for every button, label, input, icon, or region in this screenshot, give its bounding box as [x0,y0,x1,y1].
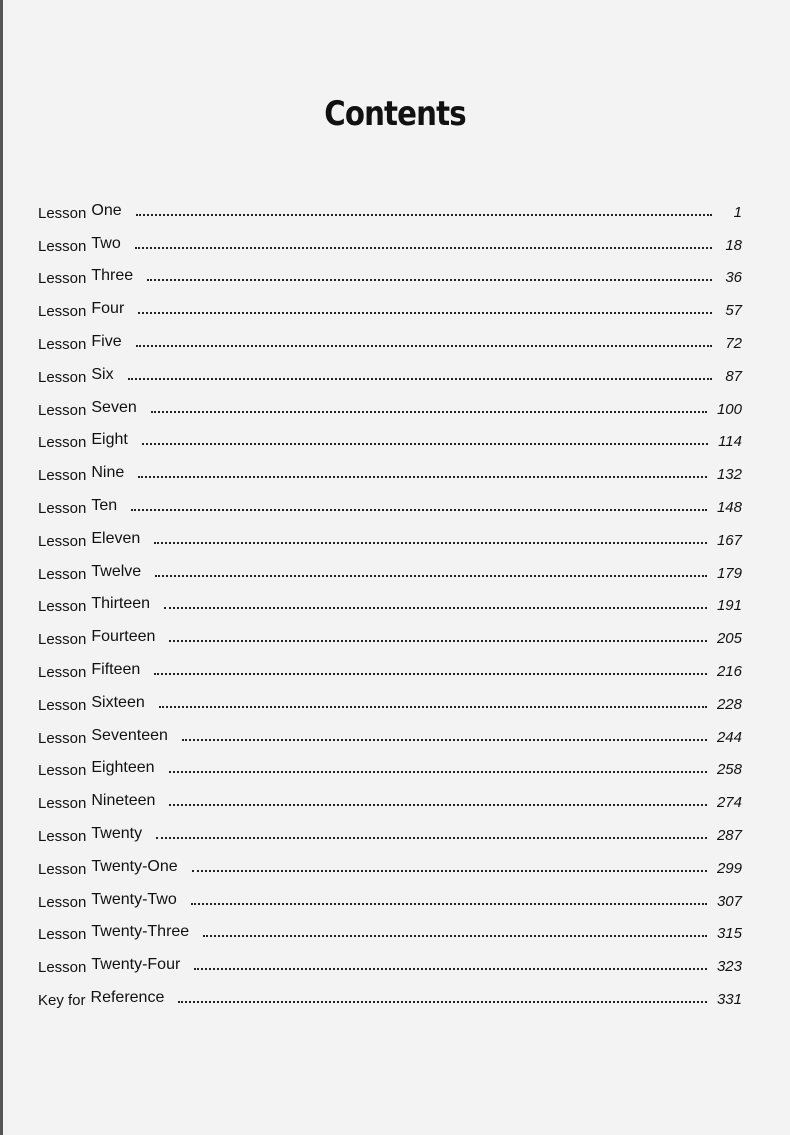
toc-entry-prefix: Lesson [38,663,87,681]
toc-dot-leader [151,411,707,413]
toc-page-number: 244 [716,728,742,746]
toc-page-number: 132 [716,466,742,484]
toc-entry-prefix: Lesson [38,893,87,911]
toc-entry-prefix: Lesson [38,532,87,550]
toc-entry[interactable] [38,749,742,782]
toc-page-number: 114 [718,433,742,451]
toc-entry-label [38,792,156,814]
toc-dot-leader [194,968,707,970]
toc-entry-prefix: Lesson [38,499,87,517]
toc-entry-label [38,398,137,421]
toc-page-number: 100 [716,400,742,418]
toc-entry[interactable] [38,355,742,388]
toc-page-number: 167 [716,531,742,549]
toc-entry-label [38,431,128,453]
toc-entry[interactable] [38,880,742,913]
toc-entry-label [38,332,122,355]
toc-page-number: 287 [716,826,742,844]
toc-page-number: 1 [733,203,742,221]
toc-entry[interactable] [38,585,742,618]
toc-entry-prefix: Lesson [38,270,87,288]
toc-entry[interactable] [38,683,742,716]
toc-dot-leader [178,1001,707,1003]
toc-entry-name: Six [91,365,114,383]
toc-entry-prefix: Lesson [38,368,87,386]
toc-dot-leader [156,837,707,839]
toc-entry-name: Nineteen [91,792,156,810]
toc-dot-leader [128,378,712,380]
toc-entry-prefix: Lesson [38,795,87,813]
toc-entry[interactable] [38,650,742,683]
page-title: Contents [324,94,466,134]
toc-entry-label [38,628,156,650]
toc-entry-name: Four [91,300,125,318]
toc-entry[interactable] [38,191,742,224]
toc-entry-name: One [91,201,122,219]
toc-entry-label [38,988,165,1011]
table-of-contents [38,191,742,1011]
toc-entry-prefix: Lesson [38,335,87,353]
toc-dot-leader [169,771,707,773]
toc-entry-prefix: Lesson [38,762,87,780]
toc-entry-name: Twenty [91,824,143,842]
toc-dot-leader [192,870,707,872]
toc-entry-prefix: Lesson [38,204,87,222]
toc-page-number: 315 [716,925,742,943]
toc-entry-name: Eighteen [91,759,155,777]
toc-dot-leader [169,804,707,806]
toc-entry[interactable] [38,421,742,454]
toc-dot-leader [135,247,712,249]
toc-entry[interactable] [38,552,742,585]
toc-entry-prefix: Key for [38,991,86,1009]
toc-entry-name: Fourteen [91,628,156,646]
toc-entry-prefix: Lesson [38,237,87,255]
toc-entry-prefix: Lesson [38,598,87,616]
toc-dot-leader [164,607,707,609]
toc-entry[interactable] [38,322,742,355]
toc-entry[interactable] [38,519,742,552]
toc-entry-prefix: Lesson [38,729,87,747]
toc-page-number: 228 [716,695,742,713]
toc-entry-name: Twenty-One [91,857,178,875]
toc-page-number: 179 [716,564,742,582]
toc-dot-leader [138,476,707,478]
toc-entry-label [38,824,143,847]
toc-entry-label [38,956,181,978]
toc-dot-leader [203,935,707,937]
toc-entry-name: Twenty-Two [91,890,177,908]
toc-page-number: 36 [725,269,742,287]
toc-page-number: 331 [716,990,742,1008]
toc-dot-leader [159,706,707,708]
toc-entry[interactable] [38,388,742,421]
toc-entry-name: Twenty-Four [91,956,181,974]
toc-entry-name: Sixteen [91,693,145,711]
toc-entry-name: Eight [91,431,128,449]
toc-entry-prefix: Lesson [38,631,87,649]
toc-entry-name: Thirteen [91,595,151,613]
toc-entry-name: Seventeen [91,726,168,744]
toc-entry[interactable] [38,978,742,1011]
toc-entry[interactable] [38,289,742,322]
toc-entry-name: Five [91,332,122,350]
toc-dot-leader [155,575,707,577]
toc-entry-label [38,300,125,322]
toc-entry-prefix: Lesson [38,434,87,452]
toc-entry-name: Eleven [91,529,141,547]
toc-entry-prefix: Lesson [38,959,87,977]
toc-dot-leader [154,673,707,675]
toc-entry-prefix: Lesson [38,696,87,714]
toc-entry-label [38,562,142,585]
toc-entry-name: Fifteen [91,660,141,678]
toc-page-number: 205 [716,630,742,648]
toc-dot-leader [182,739,707,741]
toc-dot-leader [136,345,712,347]
page-edge [0,0,3,1135]
toc-entry-label [38,234,121,257]
toc-entry-prefix: Lesson [38,467,87,485]
toc-page-number: 87 [725,367,742,385]
toc-entry-name: Twelve [91,562,142,580]
toc-page-number: 191 [716,597,742,615]
toc-entry-label [38,464,125,486]
toc-entry-label [38,595,151,617]
toc-entry-name: Nine [91,464,125,482]
toc-entry-label [38,496,118,519]
toc-entry[interactable] [38,486,742,519]
toc-entry[interactable] [38,716,742,749]
toc-entry-name: Three [91,267,134,285]
toc-page-number: 307 [716,892,742,910]
toc-entry[interactable] [38,913,742,946]
toc-entry[interactable] [38,945,742,978]
toc-entry-name: Twenty-Three [91,923,190,941]
toc-dot-leader [138,312,712,314]
toc-page-number: 323 [716,958,742,976]
toc-entry[interactable] [38,453,742,486]
toc-entry-label [38,890,177,913]
toc-entry[interactable] [38,847,742,880]
toc-entry-label [38,660,141,683]
toc-entry-label [38,693,145,716]
toc-entry-label [38,201,122,224]
toc-entry-prefix: Lesson [38,401,87,419]
toc-dot-leader [191,903,707,905]
toc-entry-prefix: Lesson [38,926,87,944]
toc-dot-leader [147,279,712,281]
toc-page-number: 57 [725,302,742,320]
toc-entry-prefix: Lesson [38,860,87,878]
toc-dot-leader [142,443,708,445]
toc-entry-prefix: Lesson [38,303,87,321]
toc-entry-label [38,267,134,289]
toc-entry[interactable] [38,617,742,650]
toc-entry-label [38,923,190,945]
toc-dot-leader [169,640,707,642]
toc-page-number: 18 [725,236,742,254]
toc-entry[interactable] [38,257,742,290]
toc-entry-name: Seven [91,398,137,416]
toc-page-number: 299 [716,859,742,877]
toc-entry-prefix: Lesson [38,827,87,845]
toc-entry-prefix: Lesson [38,565,87,583]
toc-dot-leader [154,542,707,544]
toc-entry-name: Reference [90,988,165,1006]
toc-entry[interactable] [38,781,742,814]
toc-entry[interactable] [38,224,742,257]
toc-dot-leader [136,214,712,216]
toc-page-number: 216 [716,662,742,680]
toc-entry-label [38,726,168,749]
toc-dot-leader [131,509,707,511]
toc-entry-name: Ten [91,496,118,514]
toc-entry-label [38,759,155,781]
toc-entry[interactable] [38,814,742,847]
toc-page-number: 72 [725,334,742,352]
toc-page-number: 258 [716,761,742,779]
toc-entry-label [38,365,114,388]
toc-page-number: 274 [716,794,742,812]
toc-entry-name: Two [91,234,121,252]
toc-entry-label [38,529,141,552]
toc-entry-label [38,857,178,880]
toc-page-number: 148 [716,498,742,516]
